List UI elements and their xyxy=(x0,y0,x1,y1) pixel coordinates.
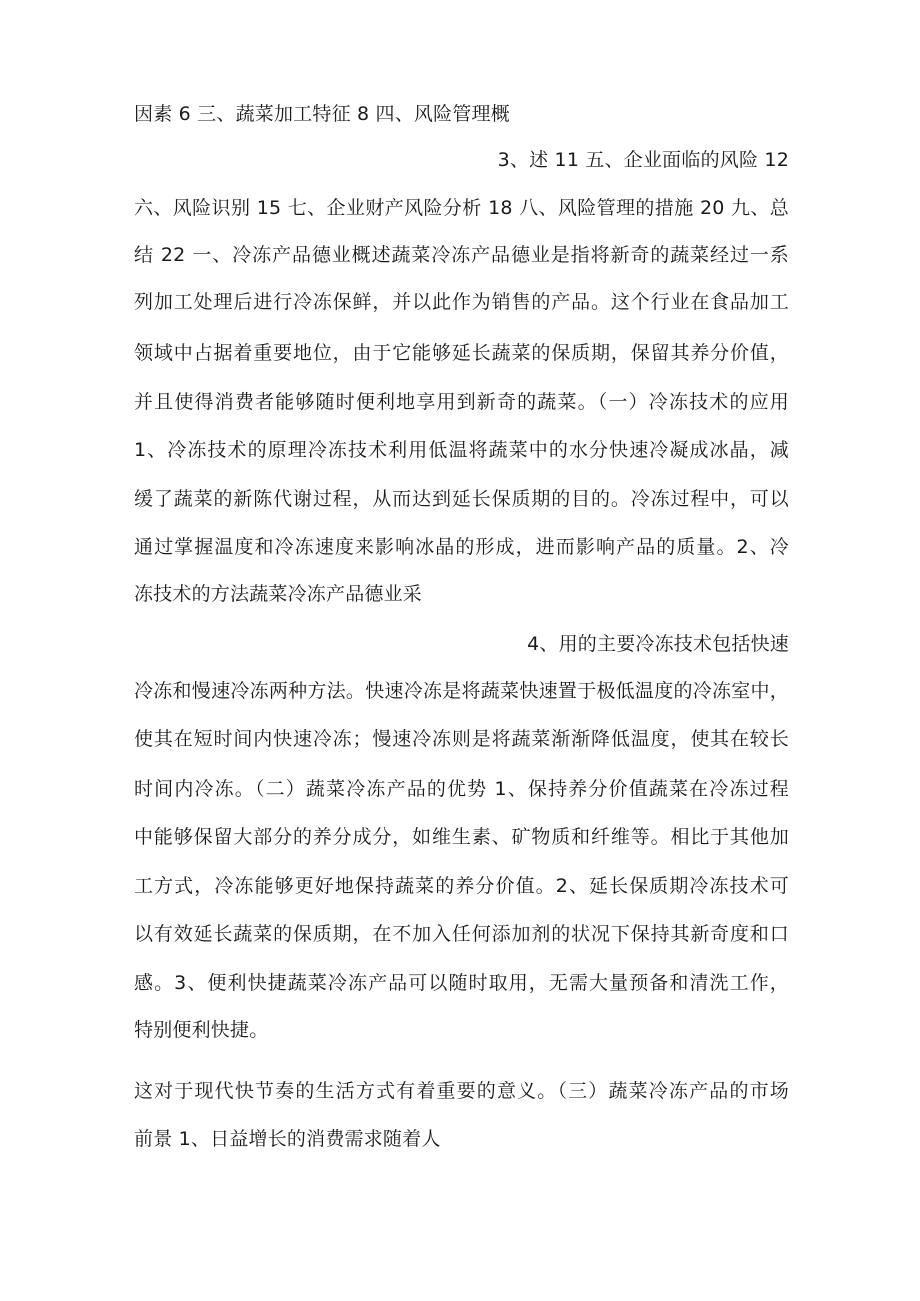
text-line: 感。3、便利快捷蔬菜冷冻产品可以随时取用，无需大量预备和清洗工作， xyxy=(134,972,789,994)
text-line: 前景 1、日益增长的消费需求随着人 xyxy=(134,1128,441,1150)
text-line: 领域中占据着重要地位，由于它能够延长蔬菜的保质期，保留其养分价值， xyxy=(134,342,789,364)
text-line: 3、述 11 五、企业面临的风险 12 xyxy=(497,149,789,171)
text-line: 六、风险识别 15 七、企业财产风险分析 18 八、风险管理的措施 20 九、总 xyxy=(134,197,789,219)
text-line: 通过掌握温度和冷冻速度来影响冰晶的形成，进而影响产品的质量。2、冷 xyxy=(134,536,789,558)
text-line: 1、冷冻技术的原理冷冻技术利用低温将蔬菜中的水分快速冷凝成冰晶，减 xyxy=(134,439,789,461)
text-line: 特别便利快捷。 xyxy=(134,1019,269,1041)
text-line: 4、用的主要冷冻技术包括快速 xyxy=(527,633,789,655)
text-line: 列加工处理后进行冷冻保鲜，并以此作为销售的产品。这个行业在食品加工 xyxy=(134,291,789,313)
text-line: 工方式，冷冻能够更好地保持蔬菜的养分价值。2、延长保质期冷冻技术可 xyxy=(134,875,789,897)
text-line: 冷冻和慢速冷冻两种方法。快速冷冻是将蔬菜快速置于极低温度的冷冻室中， xyxy=(134,680,789,702)
text-line: 并且使得消费者能够随时便利地享用到新奇的蔬菜。（一）冷冻技术的应用 xyxy=(134,391,789,413)
text-line: 因素 6 三、蔬菜加工特征 8 四、风险管理概 xyxy=(134,103,510,125)
text-line: 这对于现代快节奏的生活方式有着重要的意义。（三）蔬菜冷冻产品的市场 xyxy=(134,1080,789,1102)
text-line: 时间内冷冻。（二）蔬菜冷冻产品的优势 1、保持养分价值蔬菜在冷冻过程 xyxy=(134,778,789,800)
text-line: 以有效延长蔬菜的保质期，在不加入任何添加剂的状况下保持其新奇度和口 xyxy=(134,923,789,945)
text-line: 中能够保留大部分的养分成分，如维生素、矿物质和纤维等。相比于其他加 xyxy=(134,826,789,848)
text-line: 使其在短时间内快速冷冻；慢速冷冻则是将蔬菜渐渐降低温度，使其在较长 xyxy=(134,728,789,750)
text-line: 冻技术的方法蔬菜冷冻产品德业采 xyxy=(134,583,423,605)
text-line: 结 22 一、冷冻产品德业概述蔬菜冷冻产品德业是指将新奇的蔬菜经过一系 xyxy=(134,244,789,266)
text-line: 缓了蔬菜的新陈代谢过程，从而达到延长保质期的目的。冷冻过程中，可以 xyxy=(134,488,789,510)
